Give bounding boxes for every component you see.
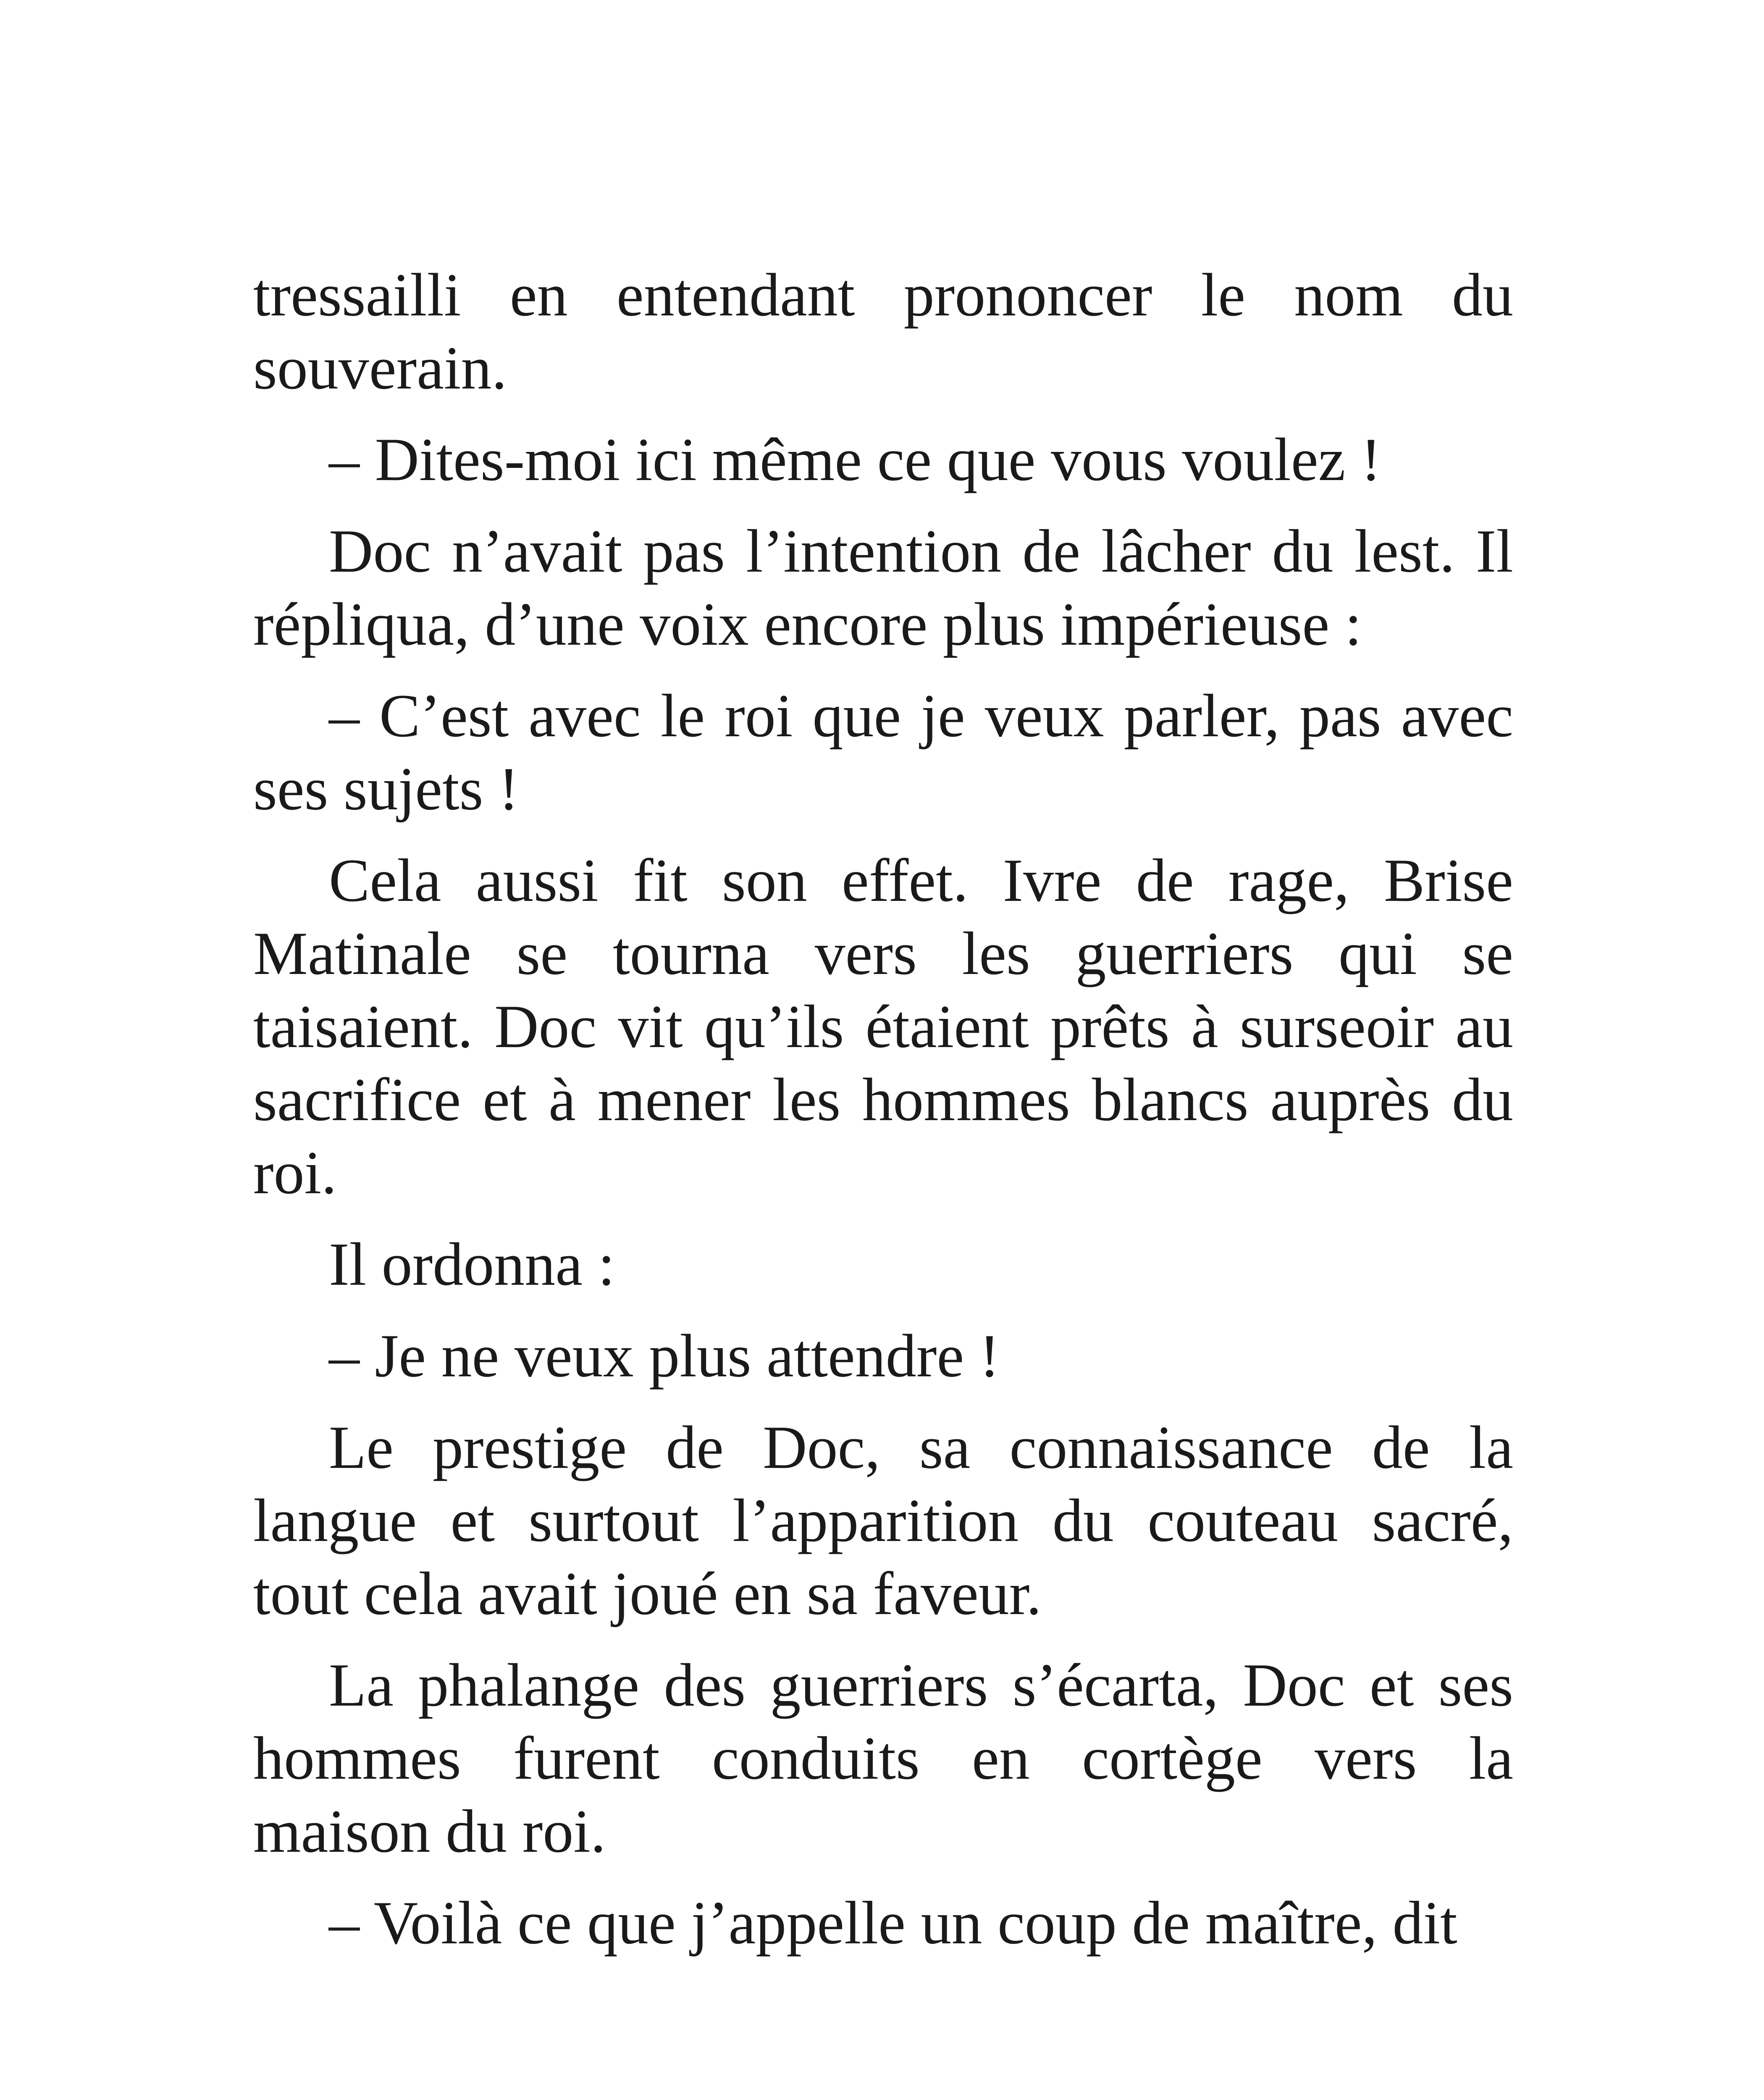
page-text xyxy=(253,258,1513,1959)
paragraph xyxy=(253,423,1513,496)
text-line: – Dites-moi ici même ce que vous voulez ! xyxy=(329,425,1381,494)
paragraph xyxy=(253,1319,1513,1392)
text-line: répliqua, d’une voix encore plus impérieuse : xyxy=(253,590,1362,658)
text-line: tout cela avait joué en sa faveur. xyxy=(253,1559,1042,1628)
text-line: – C’est avec le roi que je veux parler, pas avec xyxy=(329,682,1513,750)
text-line: taisaient. Doc vit qu’ils étaient prêts à surseoir au xyxy=(253,992,1513,1060)
text-line: tressailli en entendant prononcer le nom du xyxy=(253,261,1513,329)
paragraph xyxy=(253,514,1513,661)
text-line: Il ordonna : xyxy=(329,1230,615,1298)
text-line: Matinale se tourna vers les guerriers qui se xyxy=(253,919,1513,987)
text-line: ses sujets ! xyxy=(253,755,519,823)
text-line: Doc n’avait pas l’intention de lâcher du lest. Il xyxy=(329,517,1513,585)
text-line: – Voilà ce que j’appelle un coup de maître, dit xyxy=(329,1889,1457,1957)
text-line: – Je ne veux plus attendre ! xyxy=(329,1322,1000,1390)
text-line: maison du roi. xyxy=(253,1797,606,1865)
paragraph xyxy=(253,1228,1513,1301)
text-line: La phalange des guerriers s’écarta, Doc et ses xyxy=(329,1651,1513,1719)
paragraph xyxy=(253,1886,1513,1959)
paragraph xyxy=(253,1411,1513,1630)
text-line: souverain. xyxy=(253,334,507,402)
text-line: Le prestige de Doc, sa connaissance de la xyxy=(329,1413,1513,1481)
text-line: roi. xyxy=(253,1139,337,1207)
text-line: Cela aussi fit son effet. Ivre de rage, Brise xyxy=(329,846,1513,914)
paragraph xyxy=(253,844,1513,1209)
text-line: langue et surtout l’apparition du couteau sacré, xyxy=(253,1486,1513,1554)
paragraph xyxy=(253,1648,1513,1868)
paragraph xyxy=(253,258,1513,404)
text-line: hommes furent conduits en cortège vers la xyxy=(253,1724,1513,1792)
paragraph xyxy=(253,679,1513,825)
text-line: sacrifice et à mener les hommes blancs auprès du xyxy=(253,1066,1513,1134)
